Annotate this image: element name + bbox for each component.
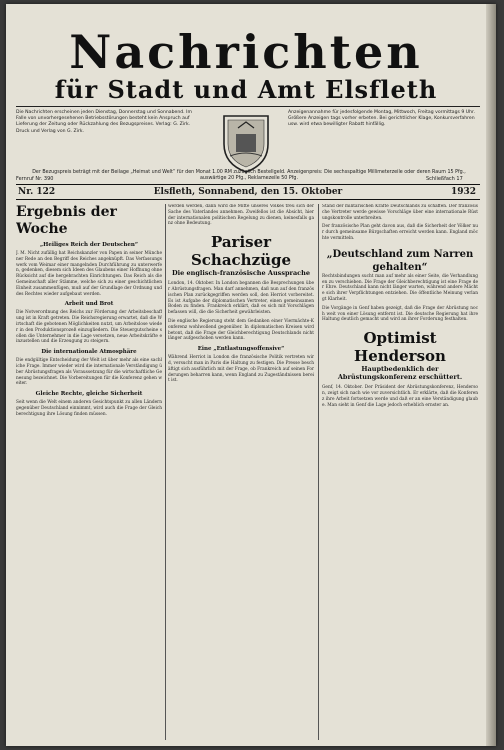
advertising-info: Anzeigenannahme für jedesfolgende Montag, Mittwoch, Freitag vormittags 9 Uhr. Größere Anzeigen tags vorher erbeten. Bei gerichtlicher Klage, Konkursverfahren usw. wird etwa bewilligter Rabatt hinfällig.	[288, 110, 475, 128]
article-text: J. M. Nicht zufällig hat Reichskanzler von Papen in seiner Münchener Rede an den Begriff des Reiches angeknüpft. Das Verfassungswerk vom Weimar einer mangelnden Durchführung zu unterwerfen, gedenken, diesem sich Ideen des Glaubens einer Hoffnung ohne Rücksicht auf die hergebrachten Einrichtungen. Das Reich als die Gemeinschaft aller Stämme, welche sich zu einer geschichtlichen Einheit zusammenfügen, muß auf der Grundlage der Ordnung und des Rechtes wieder aufgebaut werden.	[16, 251, 162, 297]
issue-date: Elsfleth, Sonnabend, den 15. Oktober	[153, 187, 343, 197]
phone-number: Fernruf Nr. 390	[16, 176, 54, 182]
article-text: Die endgültige Entscheidung der Welt ist über mehr als eine sachliche Frage. Immer wieder wird die internationale Verständigung über Abrüstungsfragen als Voraussetzung für die wirtschaftliche Genesung bezeichnet. Die Vorbereitungen für die Konferenz gehen weiter.	[16, 358, 162, 387]
subheading: Arbeit und Brot	[64, 301, 114, 308]
column-3	[322, 204, 478, 740]
divider	[16, 106, 480, 107]
article-text: Der französische Plan geht davon aus, daß die Sicherheit der Völker nur durch gemeinsame Bürgschaften erreicht werden kann. England möchte vermitteln.	[322, 224, 478, 241]
article-text: Die englische Regierung steht dem Gedanken einer Viermächte-Konferenz wohlwollend gegenüber. In diplomatischen Kreisen wird betont, daß die Frage der Gleichberechtigung Deutschlands nicht länger aufgeschoben werden kann.	[168, 318, 314, 342]
masthead-subtitle: für Stadt und Amt Elsfleth	[54, 75, 438, 104]
article-text: Stand der militärischen Kräfte Deutschlands zu schaffen. Der französische Vertreter werde gewisse Vorschläge über eine internationale Rüstungskontrolle unterbreiten.	[322, 204, 478, 221]
issue-dateline	[16, 184, 480, 200]
page-spine	[486, 4, 496, 746]
po-box: Schließfach 17	[426, 176, 463, 182]
column-rule	[165, 204, 166, 740]
headline-henderson: Optimist Henderson	[354, 329, 446, 366]
article-text: Rechtsbindungen sucht man auf mehr als einer Seite, die Verhandlungen zu verschieben. Die Frage der Gleichberechtigung ist eine Frage der Ehre. Deutschland kann nicht länger warten, während andere Mächte sich ihrer Verpflichtungen entziehen. Die öffentliche Meinung verlangt Klarheit.	[322, 273, 478, 302]
newspaper-page	[6, 4, 496, 746]
column-2	[168, 204, 314, 740]
subheading: „Heiliges Reich der Deutschen“	[40, 242, 138, 248]
article-text: London, 14. Oktober. In London begannen die Besprechungen über Abrüstungsfragen. Man darf annehmen, daß nun auf den französischen Plan zurückgegriffen werden soll, den Herriot vorbereitet. Es ist Aufgabe der diplomatischen Vertreter, einen gemeinsamen Boden zu finden. Frankreich erklärt, daß es sich mit Vorschlägen befassen will, die die Sicherheit gewährleisten.	[168, 281, 314, 316]
subheading: Eine „Entlastungsoffensive“	[197, 346, 285, 353]
masthead-title: Nachrichten	[69, 25, 423, 79]
issue-year: 1932	[450, 187, 476, 197]
column-rule	[318, 204, 319, 740]
issue-number: Nr. 122	[18, 187, 56, 197]
article-text: Genf, 14. Oktober. Der Präsident der Abrüstungskonferenz, Henderson, zeigt sich nach wie vor zuversichtlich. Er erklärte, daß die Konferenz ihre Arbeit fortsetzen werde und daß er an eine Verständigung glaube. Man sieht in Genf die Lage jedoch erheblich ernster an.	[322, 385, 478, 408]
article-text: Die Vorgänge in Genf haben gezeigt, daß die Frage der Abrüstung noch weit von einer Lösung entfernt ist. Die deutsche Regierung hat ihre Haltung deutlich gemacht und wird an ihrer Forderung festhalten.	[322, 305, 478, 323]
section-heading: „Deutschland zum Narren gehalten“	[326, 248, 474, 273]
subheading: Gleiche Rechte, gleiche Sicherheit	[35, 391, 143, 398]
article-text: werden werden, dann wird die Mitte unseres Volkes treu sich der Sache des Vaterlandes annehmen. Zweifellos ist die Absicht, hier der internationalen politischen Regelung zu dienen, keinesfalls ganz ohne Bedeutung.	[168, 204, 314, 227]
publication-info: Die Nachrichten erscheinen jeden Dienstag, Donnerstag und Sonnabend. Im Falle von unvorhergesehenen Betriebsstörungen besteht kein Anspruch auf Lieferung der Zeitung oder Rückzahlung des Bezugspreises. Verlag: G. Zirk. Druck und Verlag von G. Zirk.	[16, 110, 192, 134]
article-text: Seit wenn die Welt einem anderen Gesichtspunkt zu allen Ländern gegenüber Deutschland einnimmt, wird auch die Frage der Gleichberechtigung ihre Lösung finden müssen.	[16, 400, 162, 417]
column-1	[16, 204, 162, 740]
headline-ergebnis: Ergebnis der Woche	[16, 204, 117, 237]
subheading: Hauptbedenklich der Abrüstungskonferenz erschüttert.	[337, 365, 463, 382]
subheading: Die englisch-französische Aussprache	[171, 269, 311, 278]
article-text: Während Herriot in London die französische Politik vertreten wird, versucht man in Paris die Haltung zu festigen. Die Presse beschäftigt sich ausführlich mit der Frage, ob Frankreich auf seinen Forderungen beharren kann, wenn England zu Zugeständnissen bereit ist.	[168, 355, 314, 384]
subheading: Die internationale Atmosphäre	[41, 349, 137, 356]
coat-of-arms-emblem	[216, 110, 276, 174]
subscription-info: Der Bezugspreis beträgt mit der Beilage „Heimat und Welt“ für den Monat 1.00 RM zuzüglich Bestellgeld. Anzeigenpreis: Die sechsspaltige Millimeterzeile oder deren Raum 15 Pfg., auswärtige 20 Pfg., Reklamezeile 50 Pfg.	[32, 170, 466, 181]
article-text: Die Notverordnung des Reichs zur Förderung der Arbeitsbeschaffung ist in Kraft getreten. Die Reichsregierung erwartet, daß die Wirtschaft die gebotenen Möglichkeiten nutzt, um Arbeitslose wieder in den Produktionsprozeß einzugliedern. Die Steuergutscheine sollen die Unternehmer in die Lage versetzen, neue Arbeitskräfte einzustellen und die Erzeugung zu steigern.	[16, 310, 162, 345]
headline-pariser: Pariser Schachzüge	[190, 233, 292, 270]
